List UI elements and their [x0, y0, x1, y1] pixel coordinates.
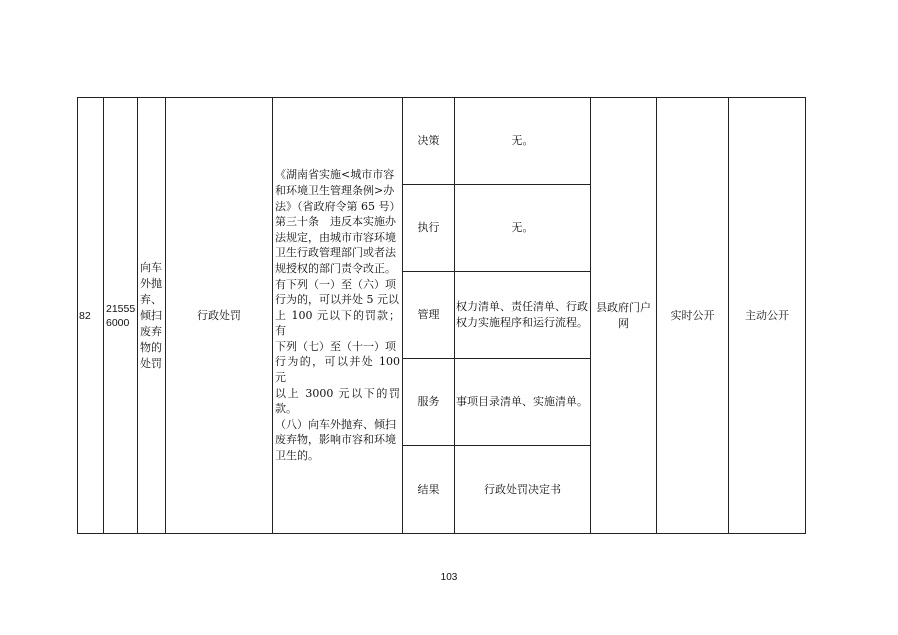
stage-content-result: 行政处罚决定书 [455, 446, 591, 534]
legal-basis-line: 废弃物，影响市容和环境 [275, 433, 396, 447]
stage-label-execution: 执行 [403, 185, 455, 272]
legal-basis [273, 98, 403, 534]
legal-basis-line: 和环境卫生管理条例>办 [275, 183, 395, 197]
row-number: 82 [78, 98, 104, 534]
stage-label-result: 结果 [403, 446, 455, 534]
publish-timing: 实时公开 [657, 98, 729, 534]
publish-method: 主动公开 [729, 98, 806, 534]
legal-basis-line: 以上 3000 元以下的罚款。 [275, 386, 400, 416]
legal-basis-line: 法规定，由城市市容环境 [275, 230, 396, 244]
legal-basis-line: 卫生行政管理部门或者法 [275, 246, 396, 260]
stage-content-service: 事项目录清单、实施清单。 [455, 359, 591, 446]
item-code: 215556000 [104, 98, 138, 534]
table-row [78, 98, 806, 185]
legal-basis-line: 《湖南省实施<城市市容 [275, 168, 395, 182]
page-number: 103 [440, 572, 458, 583]
item-type: 行政处罚 [166, 98, 273, 534]
disclosure-table [77, 97, 806, 534]
publish-channel: 县政府门户网 [591, 98, 657, 534]
legal-basis-line: 下列（七）至（十一）项 [275, 339, 396, 353]
stage-label-service: 服务 [403, 359, 455, 446]
legal-basis-line: 上 100 元以下的罚款；有 [275, 308, 400, 338]
stage-content-management: 权力清单、责任清单、行政权力实施程序和运行流程。 [455, 272, 591, 359]
legal-basis-line: 法》（省政府令第 65 号） [275, 199, 401, 213]
stage-label-decision: 决策 [403, 98, 455, 185]
stage-content-decision: 无。 [455, 98, 591, 185]
legal-basis-line: 有下列（一）至（六）项 [275, 277, 396, 291]
stage-label-management: 管理 [403, 272, 455, 359]
item-name: 向车外抛弃、倾扫废弃物的处罚 [138, 98, 166, 534]
legal-basis-line: 规授权的部门责令改正。 [275, 261, 396, 275]
legal-basis-line: 行为的，可以并处 5 元以 [275, 293, 399, 307]
legal-basis-line: 卫生的。 [275, 449, 319, 463]
legal-basis-line: 第三十条 违反本实施办 [275, 215, 396, 229]
legal-basis-line: 行为的，可以并处 100 元 [275, 355, 400, 385]
stage-content-execution: 无。 [455, 185, 591, 272]
legal-basis-line: （八）向车外抛弃、倾扫 [275, 417, 396, 431]
